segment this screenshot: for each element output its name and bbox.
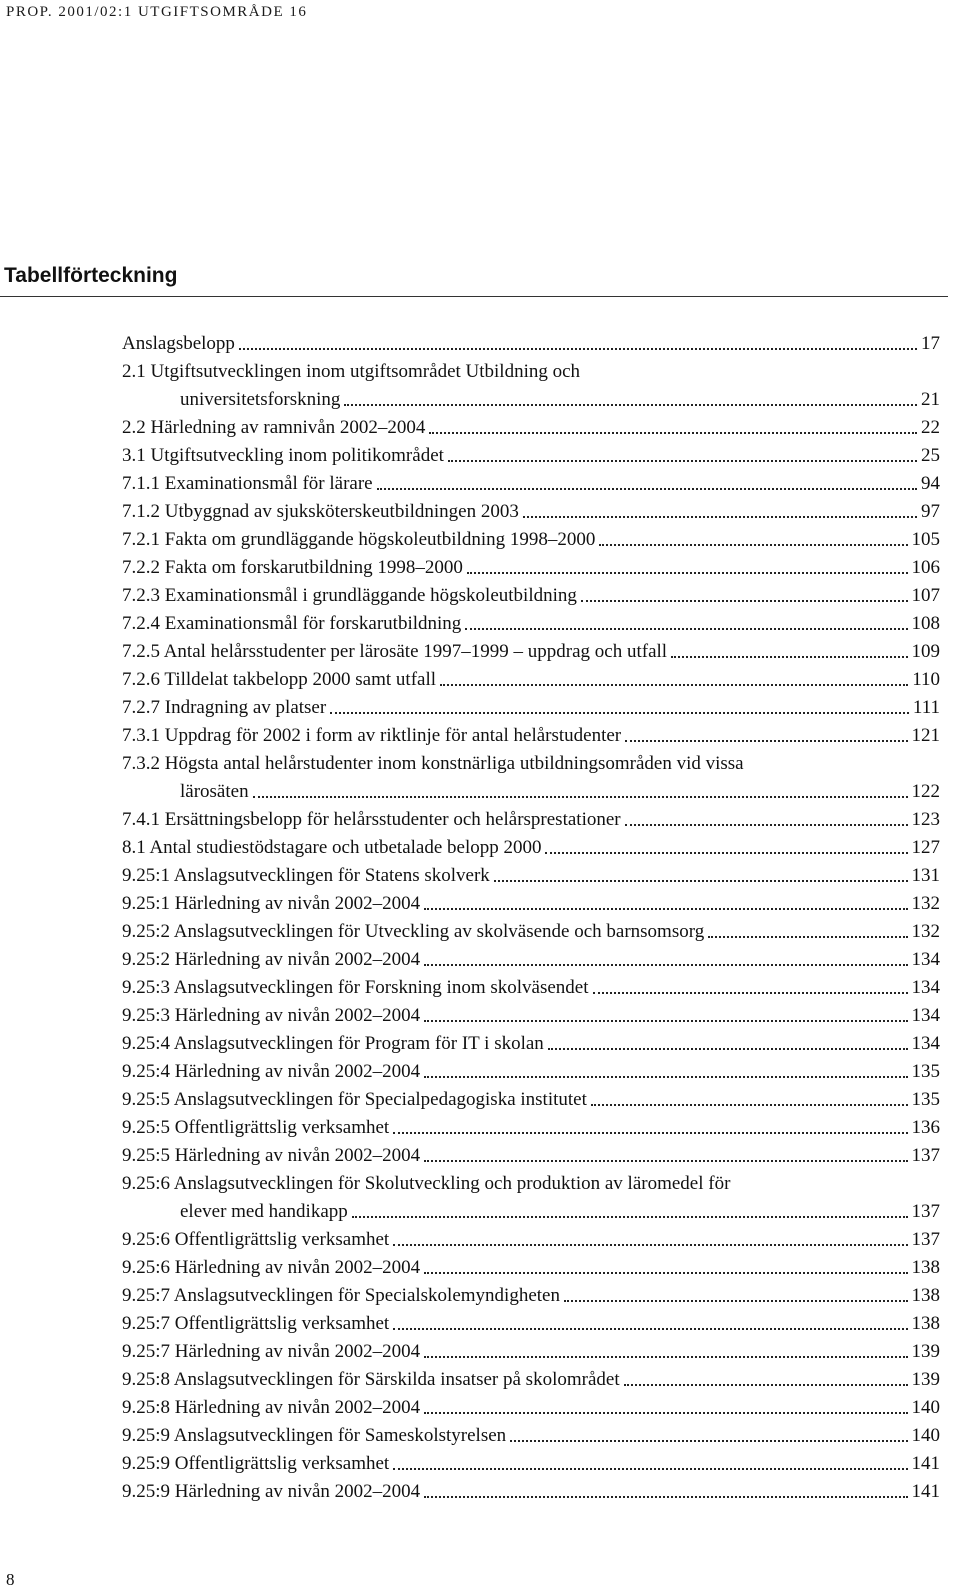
toc-entry[interactable]: [122, 806, 940, 834]
toc-entry[interactable]: [122, 1366, 940, 1394]
dot-leader: [510, 1440, 907, 1442]
toc-entry-title: 9.25:7 Härledning av nivån 2002–2004: [122, 1341, 421, 1362]
toc-entry-page: 136: [911, 1117, 940, 1138]
toc-entry-page: 132: [911, 893, 940, 914]
toc-entry-page: 110: [912, 669, 940, 690]
toc-entry-page: 123: [911, 809, 940, 830]
toc-entry-page: 97: [921, 501, 940, 522]
dot-leader: [624, 1384, 908, 1386]
toc-entry-page: 127: [911, 837, 940, 858]
toc-entry-title-continued: lärosäten: [180, 781, 249, 802]
toc-entry-page: 94: [921, 473, 940, 494]
toc-entry[interactable]: [122, 442, 940, 470]
dot-leader: [599, 544, 907, 546]
toc-entry[interactable]: [122, 1338, 940, 1366]
dot-leader: [393, 1328, 907, 1330]
toc-entry-title: 7.4.1 Ersättningsbelopp för helårsstudenter och helårsprestationer: [122, 809, 621, 830]
toc-entry-title: 8.1 Antal studiestödstagare och utbetalade belopp 2000: [122, 837, 542, 858]
toc-entry-page: 137: [911, 1229, 940, 1250]
toc-entry[interactable]: [122, 358, 940, 414]
toc-entry-page: 132: [911, 921, 940, 942]
toc-entry-page: 107: [911, 585, 940, 606]
toc-entry[interactable]: [122, 470, 940, 498]
dot-leader: [424, 1160, 907, 1162]
dot-leader: [424, 1412, 907, 1414]
toc-entry-continuation: [122, 1198, 940, 1226]
toc-entry-title: 7.3.1 Uppdrag för 2002 i form av riktlinje för antal helårstudenter: [122, 725, 622, 746]
toc-entry-title: 9.25:9 Offentligrättslig verksamhet: [122, 1453, 390, 1474]
dot-leader: [253, 796, 908, 798]
toc-entry[interactable]: [122, 554, 940, 582]
dot-leader: [448, 460, 917, 462]
toc-entry-page: 141: [911, 1481, 940, 1502]
dot-leader: [377, 488, 917, 490]
toc-entry-title: 7.1.2 Utbyggnad av sjuksköterskeutbildningen 2003: [122, 501, 519, 522]
dot-leader: [393, 1468, 907, 1470]
dot-leader: [330, 712, 909, 714]
toc-entry-page: 22: [921, 417, 940, 438]
toc-entry-continuation: [122, 386, 940, 414]
toc-entry-page: 106: [911, 557, 940, 578]
toc-entry[interactable]: [122, 582, 940, 610]
toc-entry[interactable]: [122, 1114, 940, 1142]
toc-entry-title: 9.25:3 Anslagsutvecklingen för Forskning inom skolväsendet: [122, 977, 589, 998]
dot-leader: [424, 1076, 907, 1078]
toc-entry[interactable]: [122, 1086, 940, 1114]
toc-entry-page: 105: [911, 529, 940, 550]
dot-leader: [465, 628, 907, 630]
toc-entry-title: 7.1.1 Examinationsmål för lärare: [122, 473, 373, 494]
toc-entry[interactable]: [122, 1030, 940, 1058]
toc-entry[interactable]: [122, 1002, 940, 1030]
toc-entry[interactable]: [122, 694, 940, 722]
toc-entry-title: 7.2.4 Examinationsmål för forskarutbildning: [122, 613, 462, 634]
toc-entry-title: Anslagsbelopp: [122, 333, 235, 354]
dot-leader: [625, 824, 908, 826]
toc-entry-page: 134: [911, 1033, 940, 1054]
page-number: 8: [6, 1570, 15, 1589]
toc-entry[interactable]: [122, 1450, 940, 1478]
toc-entry-title: 9.25:8 Anslagsutvecklingen för Särskilda insatser på skolområdet: [122, 1369, 620, 1390]
dot-leader: [424, 1496, 907, 1498]
toc-entry-page: 137: [911, 1201, 940, 1222]
toc-entry-title: 3.1 Utgiftsutveckling inom politikområdet: [122, 445, 444, 466]
toc-entry-title: 9.25:5 Anslagsutvecklingen för Specialpedagogiska institutet: [122, 1089, 587, 1110]
dot-leader: [424, 1356, 907, 1358]
toc-entry[interactable]: [122, 1422, 940, 1450]
toc-entry[interactable]: [122, 1282, 940, 1310]
toc-entry[interactable]: [122, 946, 940, 974]
toc-entry[interactable]: [122, 890, 940, 918]
title-divider: [0, 296, 948, 297]
dot-leader: [671, 656, 907, 658]
dot-leader: [523, 516, 917, 518]
toc-entry-page: 135: [911, 1061, 940, 1082]
toc-entry-page: 25: [921, 445, 940, 466]
dot-leader: [467, 572, 908, 574]
dot-leader: [593, 992, 908, 994]
toc-entry-page: 138: [911, 1257, 940, 1278]
toc-entry-title: 9.25:7 Offentligrättslig verksamhet: [122, 1313, 390, 1334]
toc-entry[interactable]: [122, 330, 940, 358]
toc-entry-title: 7.2.3 Examinationsmål i grundläggande högskoleutbildning: [122, 585, 577, 606]
toc-entry-page: 109: [911, 641, 940, 662]
dot-leader: [239, 348, 917, 350]
toc-entry-title: 9.25:5 Offentligrättslig verksamhet: [122, 1117, 390, 1138]
toc-entry-title: 7.3.2 Högsta antal helårstudenter inom konstnärliga utbildningsområden vid vissa: [122, 753, 744, 774]
toc-entry-page: 139: [911, 1341, 940, 1362]
toc-entry-title: 7.2.7 Indragning av platser: [122, 697, 327, 718]
toc-entry-title: 9.25:2 Anslagsutvecklingen för Utveckling av skolväsende och barnsomsorg: [122, 921, 705, 942]
toc-entry-page: 108: [911, 613, 940, 634]
toc-entry-title: 9.25:9 Anslagsutvecklingen för Sameskolstyrelsen: [122, 1425, 507, 1446]
toc-entry[interactable]: [122, 526, 940, 554]
toc-entry-title-continued: universitetsforskning: [180, 389, 341, 410]
toc-entry[interactable]: [122, 862, 940, 890]
toc-entry-page: 140: [911, 1397, 940, 1418]
dot-leader: [564, 1300, 908, 1302]
section-title: Tabellförteckning: [4, 264, 178, 287]
toc-entry[interactable]: [122, 498, 940, 526]
toc-entry-continuation: [122, 778, 940, 806]
dot-leader: [424, 964, 907, 966]
toc-entry[interactable]: [122, 1058, 940, 1086]
toc-entry-page: 17: [921, 333, 940, 354]
toc-entry[interactable]: [122, 666, 940, 694]
toc-entry-title: 9.25:1 Anslagsutvecklingen för Statens skolverk: [122, 865, 490, 886]
dot-leader: [424, 1020, 907, 1022]
toc-entry-title: 2.1 Utgiftsutvecklingen inom utgiftsområdet Utbildning och: [122, 361, 581, 382]
toc-entry-title: 9.25:9 Härledning av nivån 2002–2004: [122, 1481, 421, 1502]
dot-leader: [708, 936, 907, 938]
toc-entry[interactable]: [122, 414, 940, 442]
toc-entry[interactable]: [122, 1142, 940, 1170]
dot-leader: [581, 600, 908, 602]
dot-leader: [344, 404, 917, 406]
toc-entry-page: 134: [911, 1005, 940, 1026]
toc-entry-page: 134: [911, 977, 940, 998]
toc-entry[interactable]: [122, 1170, 940, 1226]
toc-entry-page: 134: [911, 949, 940, 970]
dot-leader: [424, 908, 907, 910]
dot-leader: [393, 1132, 907, 1134]
dot-leader: [424, 1272, 907, 1274]
toc-entry-title: 9.25:2 Härledning av nivån 2002–2004: [122, 949, 421, 970]
toc-entry-page: 140: [911, 1425, 940, 1446]
toc-entry[interactable]: [122, 750, 940, 806]
toc-entry-title: 9.25:6 Härledning av nivån 2002–2004: [122, 1257, 421, 1278]
toc-entry-title: 9.25:4 Anslagsutvecklingen för Program för IT i skolan: [122, 1033, 544, 1054]
toc-entry-title: 9.25:8 Härledning av nivån 2002–2004: [122, 1397, 421, 1418]
dot-leader: [352, 1216, 908, 1218]
toc-entry-title: 9.25:6 Offentligrättslig verksamhet: [122, 1229, 390, 1250]
dot-leader: [494, 880, 908, 882]
toc-entry[interactable]: [122, 1226, 940, 1254]
dot-leader: [591, 1104, 908, 1106]
toc-entry[interactable]: [122, 974, 940, 1002]
toc-entry[interactable]: [122, 638, 940, 666]
toc-entry-title: 9.25:5 Härledning av nivån 2002–2004: [122, 1145, 421, 1166]
toc-entry-page: 131: [911, 865, 940, 886]
toc-entry-title: 7.2.6 Tilldelat takbelopp 2000 samt utfall: [122, 669, 437, 690]
dot-leader: [545, 852, 907, 854]
running-head: PROP. 2001/02:1 UTGIFTSOMRÅDE 16: [6, 4, 308, 20]
toc-entry[interactable]: [122, 1310, 940, 1338]
toc-entry-title: 7.2.2 Fakta om forskarutbildning 1998–2000: [122, 557, 463, 578]
toc-entry-page: 21: [921, 389, 940, 410]
toc-entry-page: 111: [912, 697, 940, 718]
dot-leader: [625, 740, 907, 742]
toc-entry-page: 122: [911, 781, 940, 802]
toc-entry[interactable]: [122, 1394, 940, 1422]
toc-entry-title: 9.25:4 Härledning av nivån 2002–2004: [122, 1061, 421, 1082]
toc-entry-title: 7.2.5 Antal helårsstudenter per lärosäte 1997–1999 – uppdrag och utfall: [122, 641, 668, 662]
toc-entry[interactable]: [122, 1254, 940, 1282]
toc-entry-title-continued: elever med handikapp: [180, 1201, 348, 1222]
toc-entry-title: 9.25:1 Härledning av nivån 2002–2004: [122, 893, 421, 914]
toc-entry-page: 141: [911, 1453, 940, 1474]
toc-entry[interactable]: [122, 610, 940, 638]
toc-entry[interactable]: [122, 918, 940, 946]
dot-leader: [393, 1244, 907, 1246]
toc-entry-page: 138: [911, 1285, 940, 1306]
toc-entry-page: 139: [911, 1369, 940, 1390]
toc-entry-title: 9.25:6 Anslagsutvecklingen för Skolutveckling och produktion av läromedel för: [122, 1173, 731, 1194]
toc-entry[interactable]: [122, 834, 940, 862]
toc-entry-page: 135: [911, 1089, 940, 1110]
dot-leader: [548, 1048, 908, 1050]
toc-entry-title: 9.25:3 Härledning av nivån 2002–2004: [122, 1005, 421, 1026]
toc-entry-page: 137: [911, 1145, 940, 1166]
toc-entry-page: 121: [911, 725, 940, 746]
toc-entry-title: 7.2.1 Fakta om grundläggande högskoleutbildning 1998–2000: [122, 529, 596, 550]
dot-leader: [440, 684, 908, 686]
toc-entry-title: 9.25:7 Anslagsutvecklingen för Specialskolemyndigheten: [122, 1285, 560, 1306]
table-of-tables-list: [122, 330, 940, 1506]
toc-entry-title: 2.2 Härledning av ramnivån 2002–2004: [122, 417, 426, 438]
toc-entry[interactable]: [122, 722, 940, 750]
dot-leader: [429, 432, 917, 434]
toc-entry-page: 138: [911, 1313, 940, 1334]
toc-entry[interactable]: [122, 1478, 940, 1506]
